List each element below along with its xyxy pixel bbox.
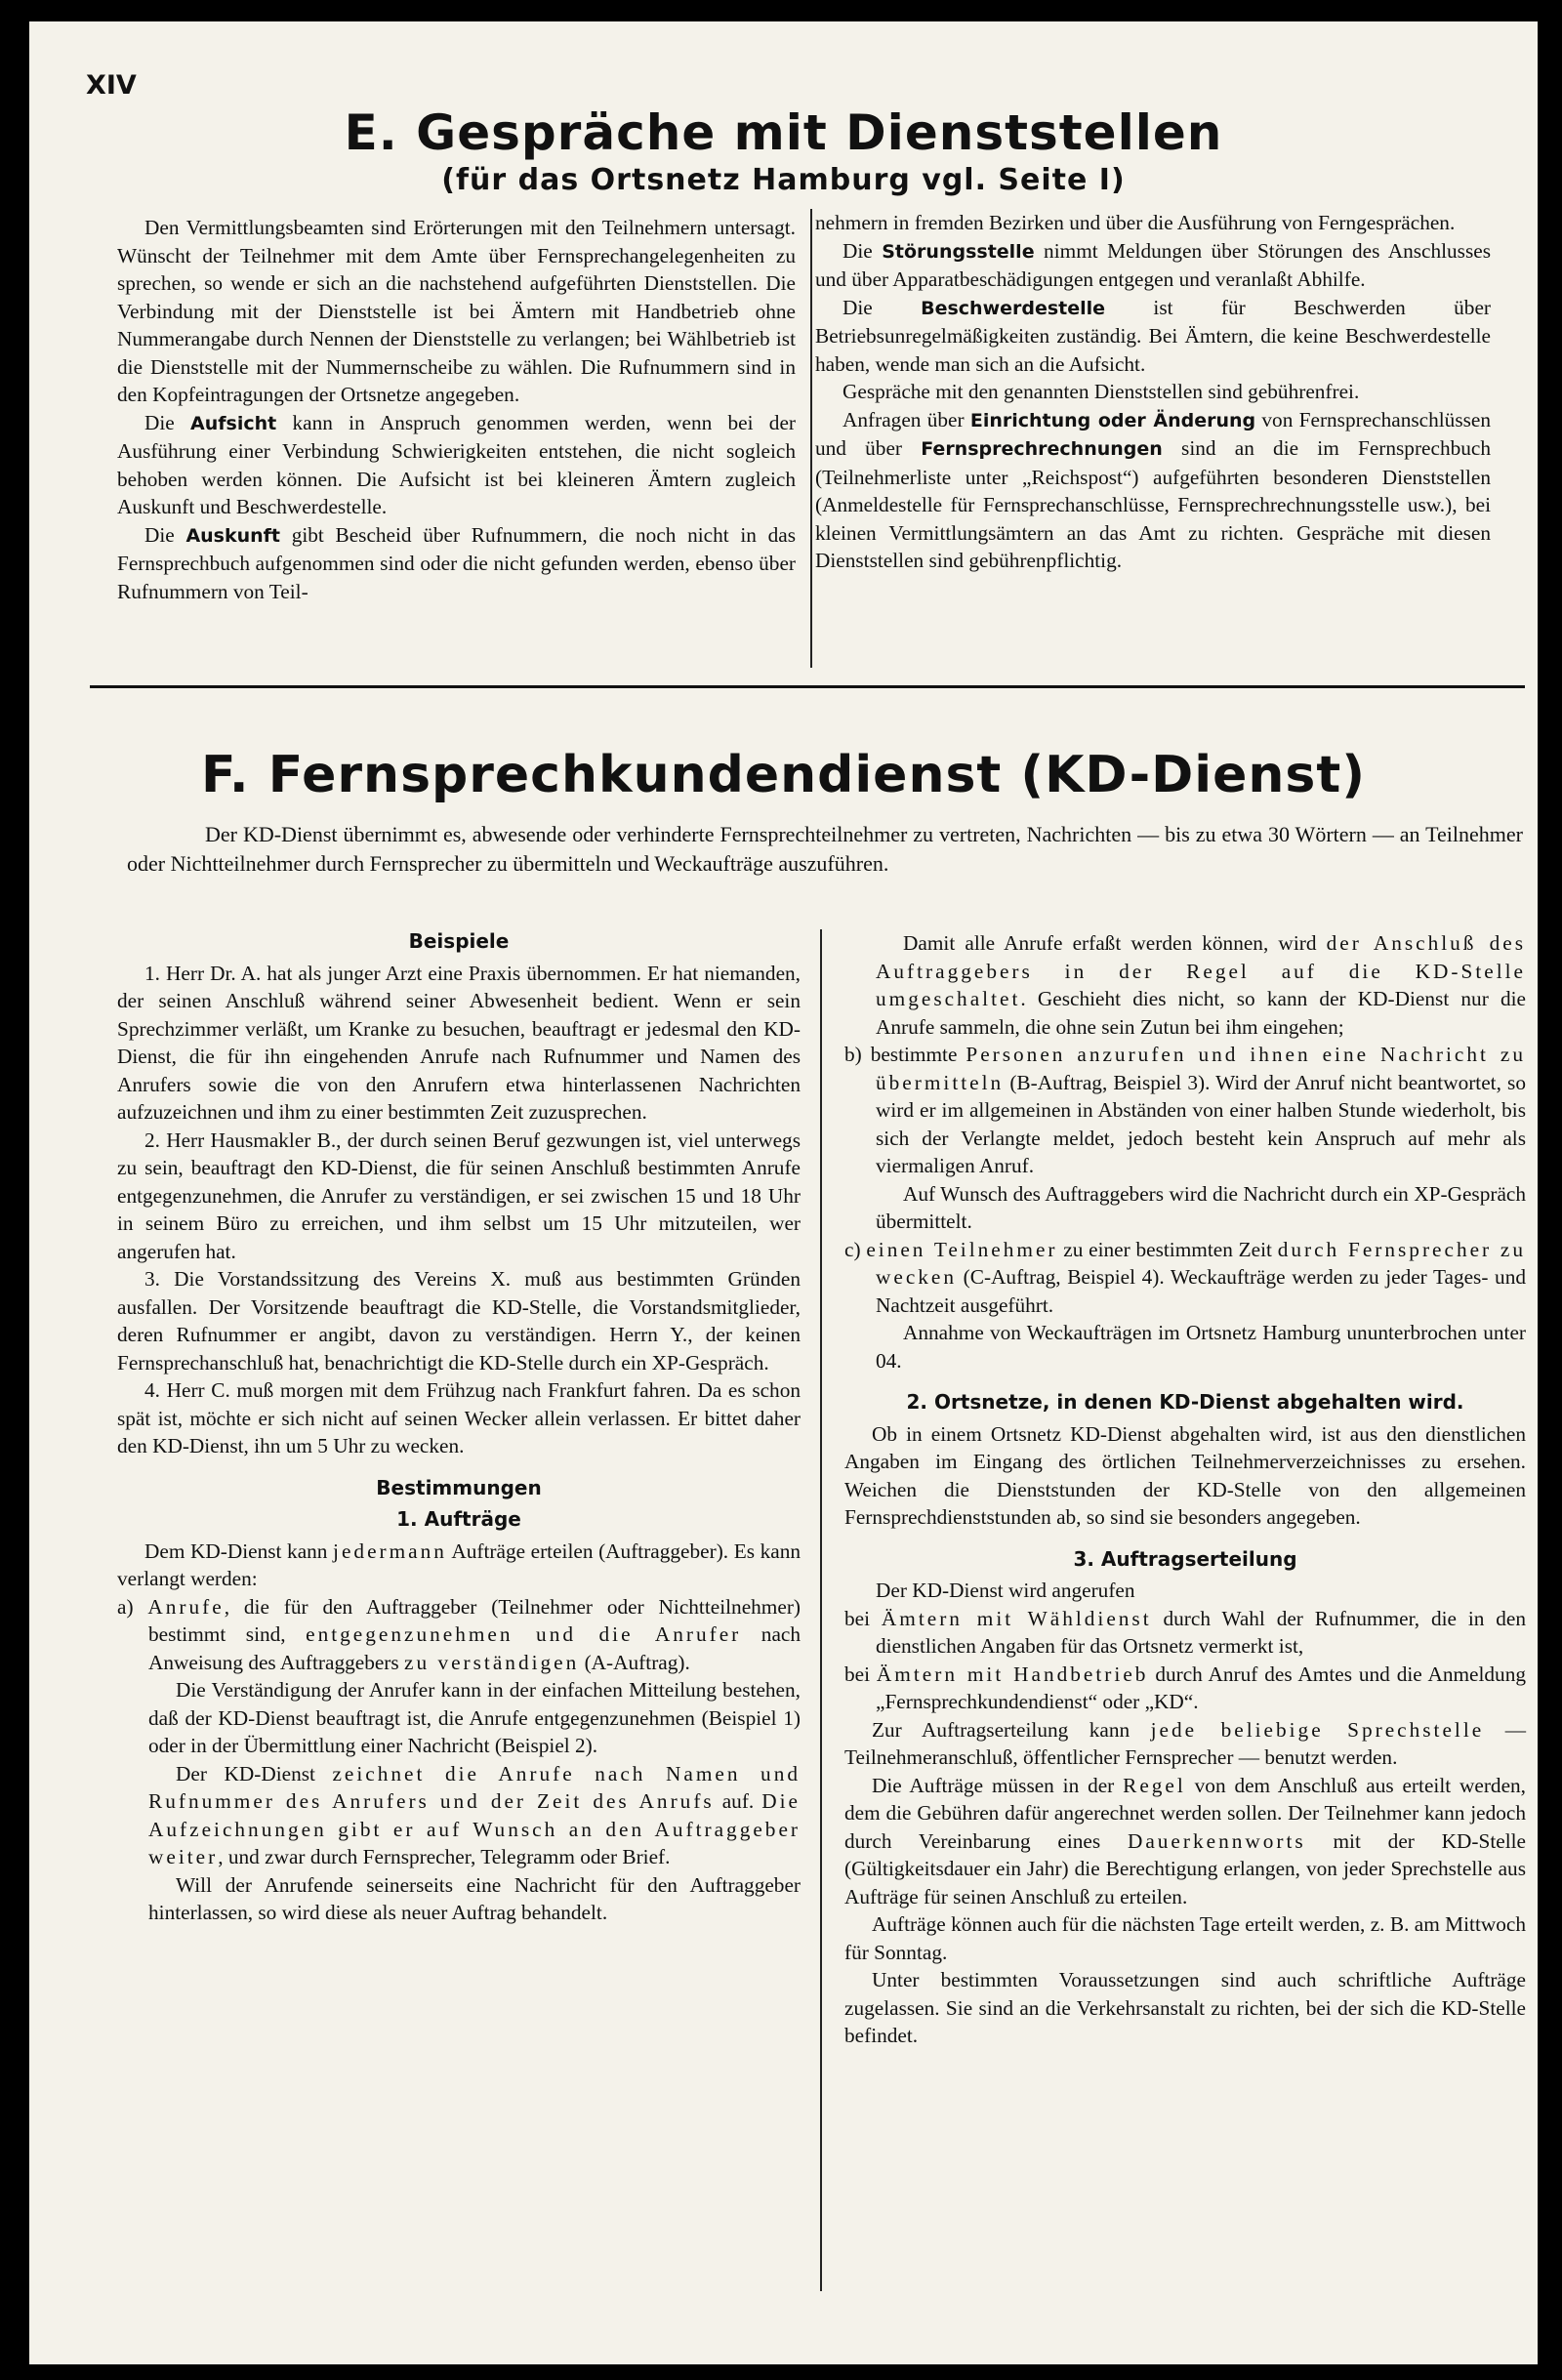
section-e-title: E. Gespräche mit Dienststellen <box>344 104 1223 161</box>
section-f-intro: Der KD-Dienst übernimmt es, abwesende oder verhinderte Fernsprechteilnehmer zu vertreten, Nachrichten — bis zu etwa 30 Wörtern — an Teilnehmer oder Nichtteilnehmer durch Fernsprecher zu übermitteln und Weckaufträge auszuführen. <box>127 822 1523 876</box>
paragraph: Unter bestimmten Voraussetzungen sind auch schriftliche Aufträge zugelassen. Sie sind an die Verkehrsanstalt zu richten, bei der sich die KD-Stelle befindet. <box>844 1968 1526 2047</box>
example-2: 2. Herr Hausmakler B., der durch seinen Beruf gezwungen ist, viel unterwegs zu sein, beauftragt den KD-Dienst, die für seinen Anschluß bestimmten Anrufe entgegenzunehmen, die Anrufer zu verständigen, er sei zwischen 15 und 18 Uhr in seinem Büro zu erreichen, und ihm selbst um 15 Uhr mitzuteilen, wer angerufen hat. <box>117 1128 801 1263</box>
list-item-b: b) bestimmte Personen anzurufen und ihnen eine Nachricht zu übermitteln (B-Auftrag, Beispiel 3). Wird der Anruf nicht beantwortet, so wird er im allgemeinen in Abständen von einer halben Stunde wiederholt, bis sich der Verlangte meldet, jedoch besteht kein Anspruch auf mehr als viermaligen Anruf. <box>844 1043 1526 1177</box>
paragraph: Annahme von Weckaufträgen im Ortsnetz Hamburg ununterbrochen unter 04. <box>876 1321 1526 1373</box>
paragraph: Dem KD-Dienst kann jedermann Aufträge erteilen (Auftraggeber). Es kann verlangt werden: <box>117 1539 801 1590</box>
section-f-right-column <box>844 929 1526 2050</box>
section-f-left-column <box>117 910 801 1927</box>
paragraph: nehmern in fremden Bezirken und über die Ausführung von Ferngesprächen. <box>815 211 1456 234</box>
paragraph: Der KD-Dienst wird angerufen <box>876 1579 1135 1602</box>
paragraph: Auf Wunsch des Auftraggebers wird die Nachricht durch ein XP-Gespräch übermittelt. <box>876 1181 1526 1233</box>
paragraph: Aufträge können auch für die nächsten Tage erteilt werden, z. B. am Mittwoch für Sonntag. <box>844 1912 1526 1964</box>
paragraph: Die Aufträge müssen in der Regel von dem Anschluß aus erteilt werden, dem die Gebühren dafür angerechnet werden sollen. Der Teilnehmer kann jedoch durch Vereinbarung eines Dauerkennworts mit der KD-Stelle (Gültigkeitsdauer ein Jahr) die Berechtigung erlangen, von jeder Sprechstelle aus Aufträge für seinen Anschluß zu erteilen. <box>844 1773 1527 1908</box>
column-divider <box>810 209 812 668</box>
example-1: 1. Herr Dr. A. hat als junger Arzt eine Praxis übernommen. Er hat niemanden, der seinen Anschluß während seiner Abwesenheit bedient. Wenn er sein Sprechzimmer verläßt, um Kranke zu besuchen, beauftragt er jedesmal den KD-Dienst, die für ihn eingehenden Anrufe nach Rufnummer und Namen des Anrufers sowie die von den Anrufern etwa hinterlassenen Nachrichten aufzuzeichnen und ihm zu einer bestimmten Zeit zuzusprechen. <box>117 961 801 1124</box>
paragraph: Anfragen über Einrichtung oder Änderung von Fernsprechanschlüssen und über Fernsprechrechnungen sind an die im Fernsprechbuch (Teilnehmerliste unter „Reichspost“) aufgeführten besonderen Dienststellen (Anmeldestelle für Fernsprechanschlüsse, Fernsprechrechnungsstelle usw.), bei kleinen Vermittlungsämtern an das Amt zu richten. Gespräche mit diesen Dienststellen sind gebührenpflichtig. <box>815 407 1491 572</box>
paragraph: Die Beschwerdestelle ist für Beschwerden über Betriebsunregelmäßigkeiten zuständig. Bei Ämtern, die keine Beschwerdestelle haben, wende man sich an die Aufsicht. <box>815 295 1491 376</box>
section-e-left-column <box>117 214 796 605</box>
example-3: 3. Die Vorstandssitzung des Vereins X. muß aus bestimmten Gründen ausfallen. Der Vorsitzende beauftragt die KD-Stelle, die Vorstandsmitglieder, deren Rufnummer er angibt, davon zu verständigen. Herrn Y., der keinen Fernsprechanschluß hat, benachrichtigt die KD-Stelle durch ein XP-Gespräch. <box>117 1267 801 1375</box>
paragraph: Ob in einem Ortsnetz KD-Dienst abgehalten wird, ist aus den dienstlichen Angaben im Eingang des örtlichen Teilnehmerverzeichnisses zu ersehen. Weichen die Dienststunden der KD-Stelle von den allgemeinen Fernsprechdienststunden ab, so sind sie besonders angegeben. <box>844 1421 1526 1529</box>
paragraph: Die Verständigung der Anrufer kann in der einfachen Mitteilung bestehen, daß der KD-Dienst beauftragt ist, die Anrufe entgegenzunehmen (Beispiel 1) oder in der Übermittlung einer Nachricht (Beispiel 2). <box>148 1678 801 1757</box>
page-number: XIV <box>86 70 137 101</box>
paragraph: Die Auskunft gibt Bescheid über Rufnummern, die noch nicht in das Fernsprechbuch aufgenommen sind oder die nicht gefunden werden, ebenso über Rufnummern von Teil- <box>117 522 796 603</box>
list-item-c: c) einen Teilnehmer zu einer bestimmten Zeit durch Fernsprecher zu wecken (C-Auftrag, Beispiel 4). Weckaufträge werden zu jeder Tages- und Nachtzeit ausgeführt. <box>844 1237 1527 1317</box>
section-f-title: F. Fernsprechkundendienst (KD-Dienst) <box>200 746 1366 804</box>
heading-bestimmungen: Bestimmungen <box>376 1475 542 1499</box>
document-page <box>29 21 1538 2364</box>
section-e-subtitle: (für das Ortsnetz Hamburg vgl. Seite I) <box>441 163 1126 197</box>
paragraph: Zur Auftragserteilung kann jede beliebige Sprechstelle — Teilnehmeranschluß, öffentlicher Fernsprecher — benutzt werden. <box>844 1717 1526 1769</box>
paragraph: bei Ämtern mit Handbetrieb durch Anruf des Amtes und die Anmeldung „Fernsprechkundendienst“ oder „KD“. <box>844 1662 1526 1713</box>
list-item-a: a) Anrufe, die für den Auftraggeber (Teilnehmer oder Nichtteilnehmer) bestimmt sind, entgegenzunehmen und die Anrufer nach Anweisung des Auftraggebers zu verständigen (A-Auftrag). <box>117 1594 802 1674</box>
paragraph: Den Vermittlungsbeamten sind Erörterungen mit den Teilnehmern untersagt. Wünscht der Teilnehmer mit dem Amte über Fernsprechangelegenheiten zu sprechen, so wende er sich an die nachstehend aufgeführten Dienststellen. Die Verbindung mit der Dienststelle ist bei Ämtern mit Handbetrieb ohne Nummerangabe durch Nennen der Dienststelle zu verlangen; bei Wählbetrieb ist die Dienststelle mit der Nummernscheibe zu wählen. Die Rufnummern sind in den Kopfeintragungen der Ortsnetze angegeben. <box>117 216 796 406</box>
heading-ortsnetze: 2. Ortsnetze, in denen KD-Dienst abgehalten wird. <box>906 1390 1464 1414</box>
heading-auftraege: 1. Aufträge <box>396 1507 521 1531</box>
section-divider <box>90 685 1525 688</box>
column-divider <box>820 929 822 2291</box>
example-4: 4. Herr C. muß morgen mit dem Frühzug nach Frankfurt fahren. Da es schon spät ist, möchte er sich nicht auf seinen Wecker allein verlassen. Er bittet daher den KD-Dienst, ihn um 5 Uhr zu wecken. <box>117 1378 801 1457</box>
paragraph: Gespräche mit den genannten Dienststellen sind gebührenfrei. <box>843 380 1360 403</box>
paragraph: Will der Anrufende seinerseits eine Nachricht für den Auftraggeber hinterlassen, so wird diese als neuer Auftrag behandelt. <box>148 1872 801 1924</box>
paragraph: bei Ämtern mit Wähldienst durch Wahl der Rufnummer, die in den dienstlichen Angaben für das Ortsnetz vermerkt ist, <box>844 1606 1527 1658</box>
section-e-right-column <box>815 209 1491 575</box>
heading-auftragserteilung: 3. Auftragserteilung <box>1073 1546 1297 1571</box>
paragraph: Die Störungsstelle nimmt Meldungen über Störungen des Anschlusses und über Apparatbeschädigungen entgegen und veranlaßt Abhilfe. <box>815 238 1491 291</box>
heading-beispiele: Beispiele <box>408 929 510 953</box>
paragraph: Der KD-Dienst zeichnet die Anrufe nach Namen und Rufnummer des Anrufers und der Zeit des Anrufs auf. Die Aufzeichnungen gibt er auf Wunsch an den Auftraggeber weiter, und zwar durch Fernsprecher, Telegramm oder Brief. <box>148 1761 801 1868</box>
paragraph: Damit alle Anrufe erfaßt werden können, wird der Anschluß des Auftraggebers in der Regel auf die KD-Stelle umgeschaltet. Geschieht dies nicht, so kann der KD-Dienst nur die Anrufe sammeln, die ohne sein Zutun bei ihm eingehen; <box>876 931 1527 1039</box>
paragraph: Die Aufsicht kann in Anspruch genommen werden, wenn bei der Ausführung einer Verbindung Schwierigkeiten entstehen, die nicht sogleich behoben werden können. Die Aufsicht ist bei kleineren Ämtern zugleich Auskunft und Beschwerdestelle. <box>117 410 797 518</box>
